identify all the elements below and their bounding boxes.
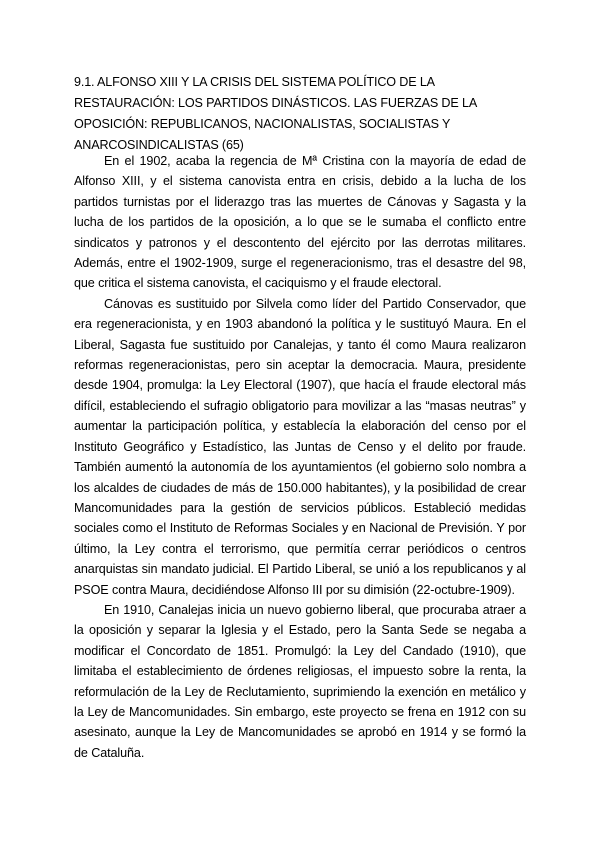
paragraph-regencia: En el 1902, acaba la regencia de Mª Cristina con la mayoría de edad de Alfonso XIII, y el sistema canovista entra en crisis, debido a la lucha de los partidos turnistas por el liderazgo tras las muertes de Cánovas y Sagasta y la lucha de los partidos de la oposición, a lo que se le sumaba el conflicto entre sindicatos y patronos y el descontento del ejército por las derrotas militares. Además, entre el 1902-1909, surge el regeneracionismo, tras el desastre del 98, que critica el sistema canovista, el caciquismo y el fraude electoral. — [74, 154, 526, 291]
document-heading: 9.1. ALFONSO XIII Y LA CRISIS DEL SISTEMA POLÍTICO DE LA RESTAURACIÓN: LOS PARTIDOS DINÁSTICOS. LAS FUERZAS DE LA OPOSICIÓN: REPUBLICANOS, NACIONALISTAS, SOCIALISTAS Y ANARCOSINDICALISTAS (65) — [74, 75, 477, 152]
document-body — [74, 151, 526, 763]
paragraph-canalejas: En 1910, Canalejas inicia un nuevo gobierno liberal, que procuraba atraer a la oposición y separar la Iglesia y el Estado, pero la Santa Sede se negaba a modificar el Concordato de 1851. Promulgó: la Ley del Candado (1910), que limitaba el establecimiento de órdenes religiosas, el impuesto sobre la renta, la reformulación de la Ley de Reclutamiento, suprimiendo la exención en metálico y la Ley de Mancomunidades. Sin embargo, este proyecto se frena en 1912 con su asesinato, aunque la Ley de Mancomunidades se aprobó en 1914 y se formó la de Cataluña. — [74, 602, 526, 760]
paragraph-maura: Cánovas es sustituido por Silvela como líder del Partido Conservador, que era regeneracionista, y en 1903 abandonó la política y le sustituyó Maura. En el Liberal, Sagasta fue sustituido por Canalejas, y tanto él como Maura realizaron reformas regeneracionistas, pero sin aceptar la democracia. Maura, presidente desde 1904, promulga: la Ley Electoral (1907), que hacía el fraude electoral más difícil, estableciendo el sufragio obligatorio para movilizar a las “masas neutras” y aumentar la participación política, y establecía la elaboración del censo por el Instituto Geográfico y Estadístico, las Juntas de Censo y el delito por fraude. También aumentó la autonomía de los ayuntamientos (el gobierno solo nombra a los alcaldes de ciudades de más de 150.000 habitantes), y la posibilidad de crear Mancomunidades para la gestión de servicios públicos. Estableció medidas sociales como el Instituto de Reformas Sociales y en Nacional de Previsión. Y por último, la Ley contra el terrorismo, que permitía cerrar periódicos o centros anarquistas sin mandato judicial. El Partido Liberal, se unió a los republicanos y al PSOE contra Maura, decidiéndose Alfonso III por su dimisión (22-octubre-1909). — [74, 296, 526, 597]
